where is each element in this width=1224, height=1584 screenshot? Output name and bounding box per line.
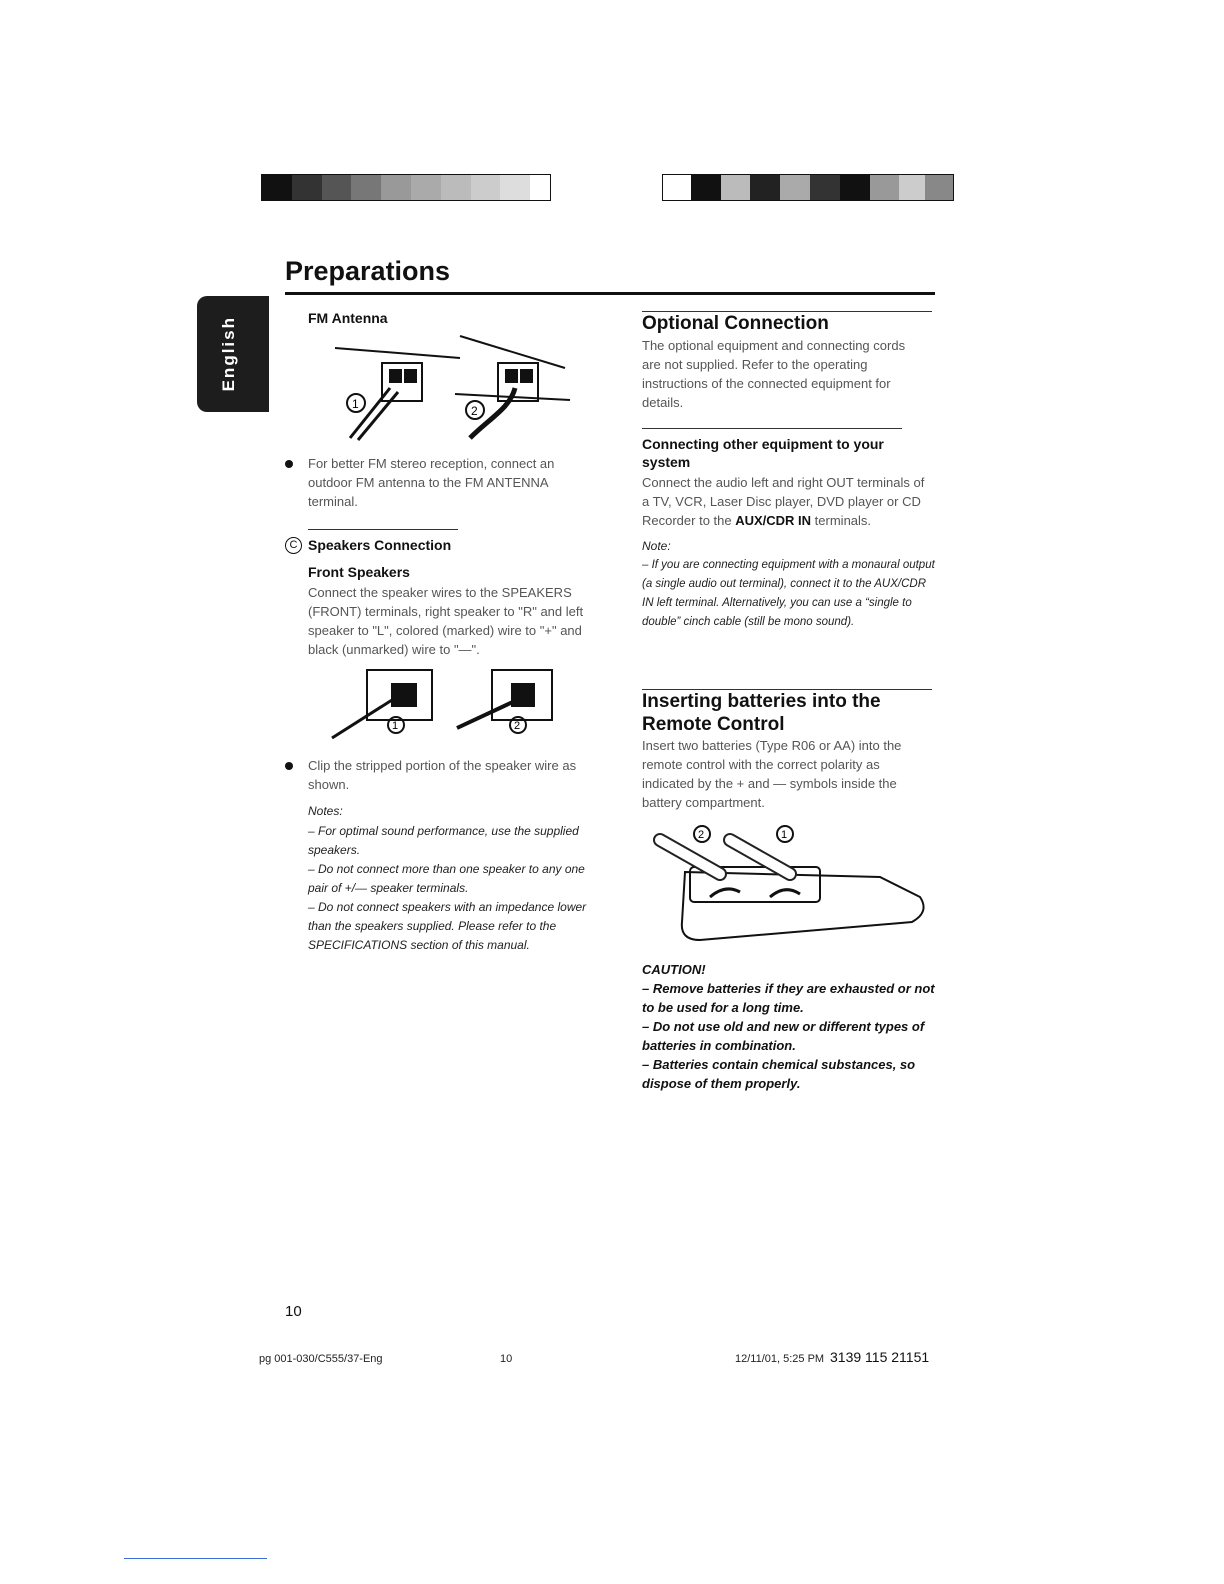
batteries-heading-2: Remote Control <box>642 714 785 735</box>
note-item-1: – For optimal sound performance, use the supplied speakers. <box>308 824 579 857</box>
footer-sheet: 10 <box>500 1353 513 1365</box>
speakers-marker <box>285 537 302 554</box>
remote-batteries-illustration <box>650 812 935 947</box>
speakers-rule <box>308 529 458 530</box>
language-tab-label: English <box>219 316 238 392</box>
batteries-heading-1: Inserting batteries into the <box>642 691 881 712</box>
language-tab <box>197 296 269 412</box>
optional-text: The optional equipment and connecting cords are not supplied. Refer to the operating instructions of the connected equipment for details. <box>642 338 906 410</box>
speakers-marker-label: C <box>289 539 298 551</box>
other-equipment-rule <box>642 428 902 429</box>
speaker-bullet <box>285 762 293 770</box>
optional-heading: Optional Connection <box>642 313 829 334</box>
caution-item-1: – Remove batteries if they are exhausted or not to be used for a long time. <box>642 981 935 1015</box>
page-number: 10 <box>285 1303 302 1320</box>
speaker-callout-2: 2 <box>514 720 521 732</box>
speaker-callout-1: 1 <box>392 720 399 732</box>
other-equipment-heading: Connecting other equipment to your system <box>642 436 884 470</box>
caution-list <box>642 979 937 1093</box>
speaker-clip-text: Clip the stripped portion of the speaker wire as shown. <box>308 758 577 792</box>
fm-callout-2: 2 <box>471 404 478 418</box>
remote-callout-2: 2 <box>698 829 705 841</box>
fm-antenna-heading: FM Antenna <box>308 310 388 326</box>
aux-cdr-in-label: AUX/CDR IN <box>735 513 812 528</box>
notes-label: Notes: <box>308 804 343 818</box>
fm-antenna-illustration <box>310 328 600 443</box>
batteries-text: Insert two batteries (Type R06 or AA) into the remote control with the correct polarity as indicated by the + and — symbols inside the battery compartment. <box>642 738 902 810</box>
color-bar-right <box>662 174 954 201</box>
remote-callout-1: 1 <box>781 829 788 841</box>
footer-file: pg 001-030/C555/37-Eng <box>259 1353 383 1365</box>
color-bar-left <box>261 174 551 201</box>
other-equipment-text-pre: Connect the audio left and right OUT terminals of a TV, VCR, Laser Disc player, DVD player or CD Recorder to the <box>642 475 925 528</box>
fm-antenna-text: For better FM stereo reception, connect an outdoor FM antenna to the FM ANTENNA terminal. <box>308 456 555 509</box>
speakers-text: Connect the speaker wires to the SPEAKERS (FRONT) terminals, right speaker to "R" and left speaker to "L", colored (marked) wire to "+" and black (unmarked) wire to "—". <box>308 585 584 657</box>
fm-callout-1: 1 <box>352 397 359 411</box>
caution-item-3: – Batteries contain chemical substances, so dispose of them properly. <box>642 1057 916 1091</box>
footer-datetime: 12/11/01, 5:25 PM <box>735 1353 825 1365</box>
caution-item-2: – Do not use old and new or different types of batteries in combination. <box>642 1019 925 1053</box>
note-item-3: – Do not connect speakers with an impedance lower than the speakers supplied. Please refer to the SPECIFICATIONS section of this manual. <box>308 900 587 952</box>
caution-label: CAUTION! <box>642 962 706 977</box>
speakers-heading: Speakers Connection <box>308 537 452 553</box>
title-rule <box>285 292 935 295</box>
speaker-terminals-illustration <box>312 660 602 740</box>
notes-list <box>308 822 593 955</box>
footer-code: 3139 115 21151 <box>830 1349 930 1365</box>
page-title: Preparations <box>285 256 451 286</box>
note-label: Note: <box>642 539 671 553</box>
front-speakers-heading: Front Speakers <box>308 564 410 580</box>
other-equipment-text <box>642 473 932 530</box>
fm-bullet <box>285 460 293 468</box>
other-equipment-text-post: terminals. <box>811 513 872 528</box>
note-item-2: – Do not connect more than one speaker to any one pair of +/— speaker terminals. <box>308 862 585 895</box>
bottom-edge-rule <box>124 1558 267 1559</box>
aux-note-text: – If you are connecting equipment with a monaural output (a single audio out terminal), connect it to the AUX/CDR IN left terminal. Alternatively, you can use a “single to double” cinch cable (still be mono sound). <box>642 559 935 628</box>
